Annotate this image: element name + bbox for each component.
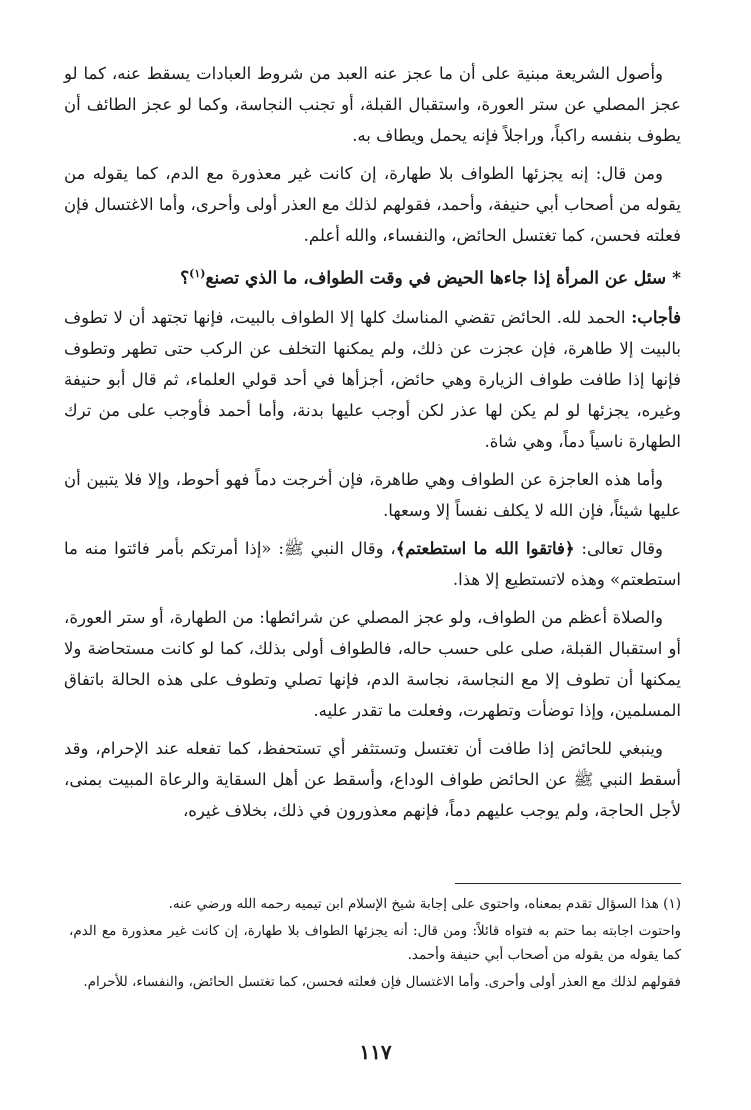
paragraph-text: وأصول الشريعة مبنية على أن ما عجز عنه العبد من شروط العبادات يسقط عنه، كما لو عجز المصلي عن ستر العورة، واستقبال القبلة، أو تجنب النجاسة، وكما لو عجز الطائف أن يطوف بنفسه راكباً، وراجلاً فإنه يحمل ويطاف به. <box>64 64 681 145</box>
footnote-divider <box>455 883 681 884</box>
quran-intro: وقال تعالى: <box>574 538 663 558</box>
question-mark: ؟ <box>180 268 190 289</box>
paragraph-text: والصلاة أعظم من الطواف، ولو عجز المصلي عن شرائطها: من الطهارة، أو ستر العورة، أو استقبال القبلة، صلى على حسب حاله، فالطواف أولى بذلك، كما لو كانت مستحاضة ولا يمكنها أن تطوف إلا مع النجاسة، نجاسة الدم، فإنها تصلي وتطوف على هذه الحالة باتفاق المسلمين، وإذا توضأت وتطهرت، وفعلت ما تقدر عليه. <box>64 607 681 720</box>
paragraph-text: ومن قال: إنه يجزئها الطواف بلا طهارة، إن كانت غير معذورة مع الدم، كما يقوله من يقوله من أصحاب أبي حنيفة، وأحمد، فقولهم لذلك مع العذر أولى وأحرى، وأما الاغتسال فإن فعلته فحسن، كما تغتسل الحائض، والنفساء، والله أعلم. <box>64 164 681 245</box>
paragraph-text: وينبغي للحائض إذا طافت أن تغتسل وتستثفر أي تستحفظ، كما تفعله عند الإحرام، وقد أسقط النبي ﷺ عن الحائض طواف الوداع، وأسقط عن أهل السقاية والرعاة المبيت بمنى، لأجل الحاجة، ولم يوجب عليهم دماً، فإنهم معذورون في ذلك، بخلاف غيره، <box>64 738 681 820</box>
paragraph-menstruating-bath <box>64 733 681 826</box>
footnote-1: (١) هذا السؤال تقدم بمعناه، واحتوى على إجابة شيخ الإسلام ابن تيميه رحمه الله ورضي عنه. <box>168 896 681 912</box>
hadith-text: ، وقال النبي ﷺ: «إذا أمرتكم بأمر فائتوا منه ما استطعتم» وهذه لاتستطيع إلا هذا. <box>64 538 681 589</box>
answer-paragraph <box>64 302 681 457</box>
answer-label: فأجاب: <box>631 307 681 327</box>
footnote-continuation: واحتوت اجابته بما حتم به فتواه قائلاً: ومن قال: أنه يجزئها الطواف بلا طهارة، إن كانت غير معذورة مع الدم، كما يقوله من يقوله من أصحاب أبي حنيفة وأحمد. <box>69 923 681 963</box>
paragraph-tawaf-without-purity <box>64 158 681 251</box>
question-heading <box>64 258 681 295</box>
question-text: * سئل عن المرأة إذا جاءها الحيض في وقت الطواف، ما الذي تصنع <box>205 268 681 289</box>
paragraph-sharia-principles <box>64 58 681 151</box>
paragraph-quran-verse <box>64 533 681 595</box>
answer-text: الحمد لله. الحائض تقضي المناسك كلها إلا الطواف بالبيت، فإنها تجتهد أن لا تطوف بالبيت إلا طاهرة، فإن عجزت عن ذلك، ولم يمكنها التخلف عن الركب حتى تطهر وتطوف فإنها إذا طافت طواف الزيارة وهي حائض، أجزأها في أحد قولي العلماء، ثم قال أبو حنيفة وغيره، يجزئها لو لم يكن لها عذر لكن أوجب عليها بدنة، وأما أحمد فأوجب على من ترك الطهارة ناسياً دماً، وهي شاة. <box>64 307 681 451</box>
page-body <box>64 58 681 833</box>
footnotes <box>69 892 681 997</box>
footnote-marker: (١) <box>189 267 206 280</box>
footnote-continuation: فقولهم لذلك مع العذر أولى وأحرى. وأما الاغتسال فإن فعلته فحسن، كما تغتسل الحائض، والنفساء، للأحرام. <box>83 974 681 990</box>
quran-verse: ﴿فاتقوا الله ما استطعتم﴾ <box>395 538 575 558</box>
paragraph-text: وأما هذه العاجزة عن الطواف وهي طاهرة، فإن أخرجت دماً فهو أحوط، وإلا فلا يتبين أن عليها شيئاً، فإن الله لا يكلف نفساً إلا وسعها. <box>64 469 681 520</box>
paragraph-unable-woman <box>64 464 681 526</box>
paragraph-prayer-greater <box>64 602 681 726</box>
page-number: ١١٧ <box>359 1040 392 1064</box>
